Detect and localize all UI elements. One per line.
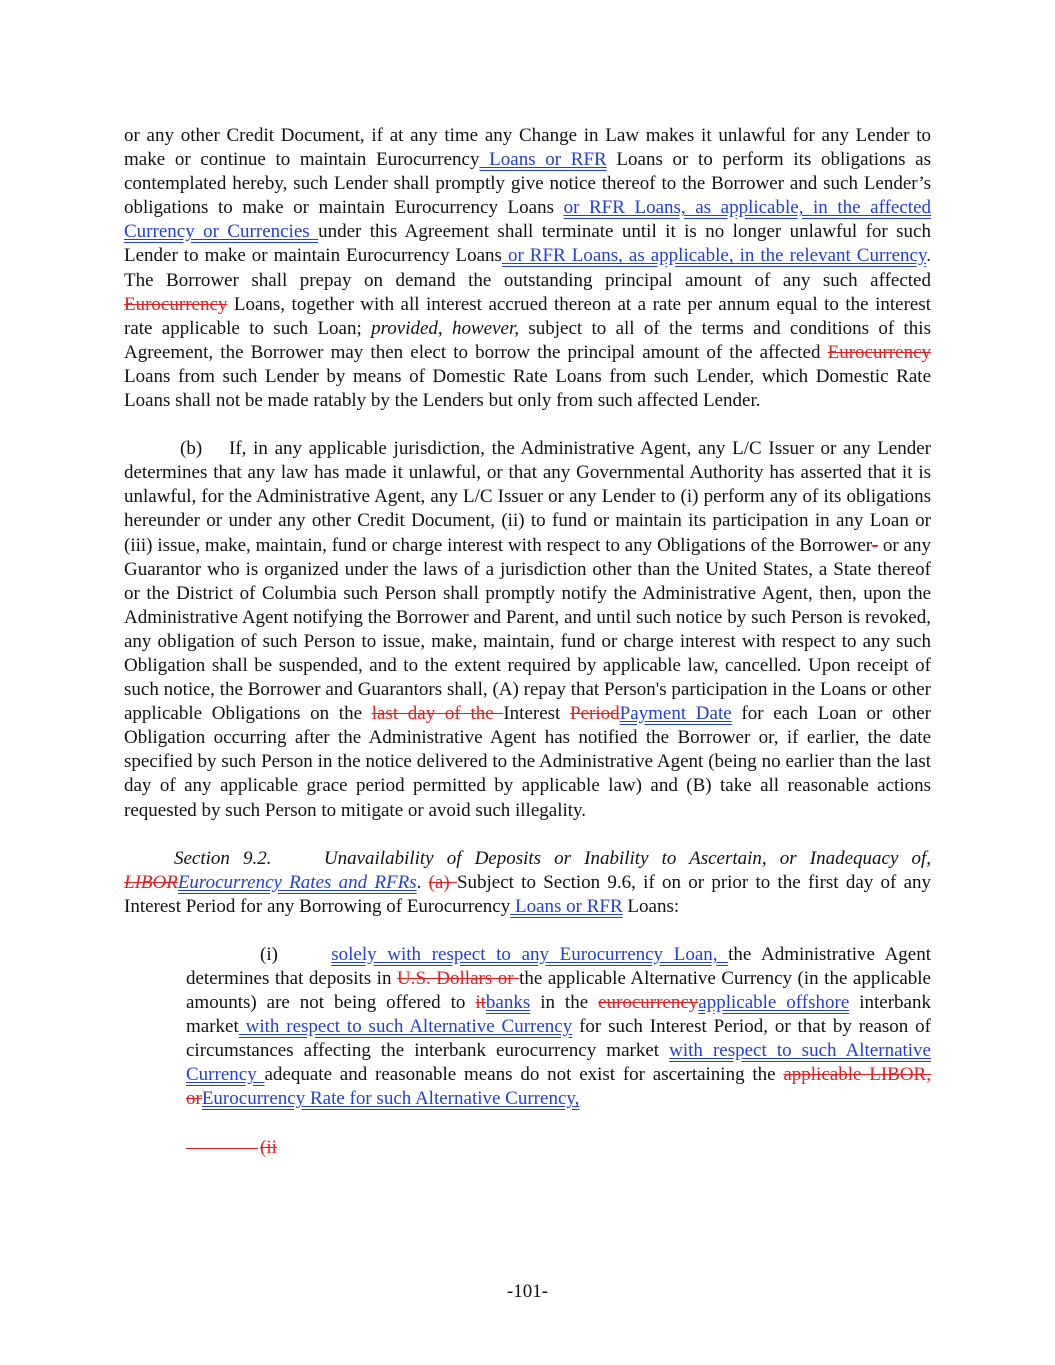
clause-number: (i) [260, 943, 332, 965]
deleted-text: last day of the [371, 703, 504, 725]
inserted-text: Eurocurrency Rates and RFRs [177, 871, 417, 893]
text-run: (b) If, in any applicable jurisdiction, the Administrative Agent, any L/C Issuer or any Lender determines that any law has made it unlawful, or that any Governmental Authority has asserted that it is unlawful, for the Administrative Agent, any L/C Issuer or any Lender to (i) perform any of its obligations hereunder or under any other Credit Document, (ii) to fund or maintain its participation in any Loan or (iii) issue, make, maintain, fund or charge interest with respect to any Obligations of the Borrower [124, 438, 931, 556]
deleted-tab-rule [186, 1148, 258, 1149]
clause-ii-deleted [186, 1136, 931, 1160]
inserted-text: Loans or RFR [479, 149, 607, 171]
text-run: . The Borrower shall prepay on demand the outstanding principal amount of any such affected [124, 245, 932, 291]
text-run: under this Agreement shall terminate until it is no longer unlawful for such Lender to make or maintain Eurocurrency Loans [124, 221, 931, 267]
paragraph-b [124, 437, 931, 823]
inserted-text: applicable offshore [698, 992, 850, 1014]
text-run: Loans or to perform its obligations as contemplated hereby, such Lender shall promptly give notice thereof to the Borrower and such Lender’s obligations to make or maintain Eurocurrency Loans [124, 149, 931, 219]
deleted-text: eurocurrency [598, 992, 699, 1014]
clause-i [186, 943, 931, 1112]
text-run: adequate and reasonable means do not exist for ascertaining the [264, 1064, 784, 1086]
section-9-2 [124, 847, 931, 919]
inserted-text: or RFR Loans, as applicable, in the relevant Currency [501, 245, 927, 267]
text-run: or any Guarantor who is organized under the laws of a jurisdiction other than the United States, a State thereof or the District of Columbia such Person shall promptly notify the Administrative Agent, then, upon the Administrative Agent notifying the Borrower and Parent, and until such notice by such Person is revoked, any obligation of such Person to issue, make, maintain, fund or charge interest with respect to any such Obligation shall be suspended, and to the extent required by applicable law, cancelled. Upon receipt of such notice, the Borrower and Guarantors shall, (A) repay that Person's participation in the Loans or other applicable Obligations on the [124, 534, 931, 725]
text-run: Subject to Section 9.6, if on or prior to the first day of any Interest Period for any Borrowing of Eurocurrency [124, 871, 932, 917]
text-run: Loans from such Lender by means of Domestic Rate Loans from such Lender, which Domestic Rate Loans shall not be made ratably by the Lenders but only from such affected Lender. [124, 365, 931, 412]
text-run: Interest [503, 703, 571, 725]
text-run: for each Loan or other Obligation occurring after the Administrative Agent has notified the Borrower or, if earlier, the date specified by such Person in the notice delivered to the Administrative Agent (being no earlier than the last day of any applicable grace period permitted by applicable law) and (B) take all reasonable actions requested by such Person to mitigate or avoid such illegality. [124, 703, 932, 821]
inserted-text: banks [485, 992, 531, 1014]
inserted-text: Eurocurrency Rate for such Alternative Currency, [201, 1088, 580, 1110]
deleted-text: (ii [260, 1136, 277, 1158]
text-run: in the [530, 992, 599, 1014]
text-run: the applicable Alternative Currency (in the applicable amounts) are not being offered to [186, 968, 931, 1014]
inserted-text: with respect to such Alternative Currency [186, 1040, 931, 1086]
deleted-text: Period [570, 703, 620, 725]
text-run: subject to all of the terms and conditions of this Agreement, the Borrower may then elect to borrow the principal amount of the affected [124, 317, 931, 363]
section-heading: Section 9.2. Unavailability of Deposits or Inability to Ascertain, or Inadequacy of, [174, 847, 931, 869]
deleted-text: applicable LIBOR, or [186, 1064, 931, 1110]
deleted-text: U.S. Dollars or [396, 968, 520, 989]
page-number: -101- [506, 1281, 549, 1302]
deleted-text: it [475, 992, 486, 1014]
deleted-text: Eurocurrency [124, 293, 228, 315]
text-run: or any other Credit Document, if at any time any Change in Law makes it unlawful for any Lender to make or continue to maintain Eurocurrency [124, 125, 931, 171]
text-run: Loans: [622, 895, 680, 917]
deleted-text: (a) [428, 871, 457, 893]
inserted-text: Payment Date [619, 703, 732, 725]
inserted-text: solely with respect to any Eurocurrency Loan, [331, 943, 729, 965]
inserted-text: or RFR Loans, as applicable, in the affected Currency or Currencies [124, 197, 931, 243]
deleted-text: Eurocurrency [827, 341, 931, 363]
inserted-text: with respect to such Alternative Currency [238, 1016, 573, 1038]
deleted-text: - [871, 534, 879, 556]
deleted-text: LIBOR [124, 871, 178, 893]
text-run: for such Interest Period, or that by reason of circumstances affecting the interbank eurocurrency market [186, 1016, 931, 1062]
paragraph-illegality-continued [124, 124, 931, 413]
document-body [124, 124, 931, 1160]
text-run: the Administrative Agent determines that deposits in [186, 943, 931, 989]
text-run: Loans, together with all interest accrued thereon at a rate per annum equal to the interest rate applicable to such Loan; [124, 293, 931, 339]
inserted-text: Loans or RFR [510, 895, 623, 917]
italic-text: provided, however, [371, 317, 520, 339]
text-run: interbank market [186, 992, 931, 1038]
text-run: . [416, 871, 429, 893]
